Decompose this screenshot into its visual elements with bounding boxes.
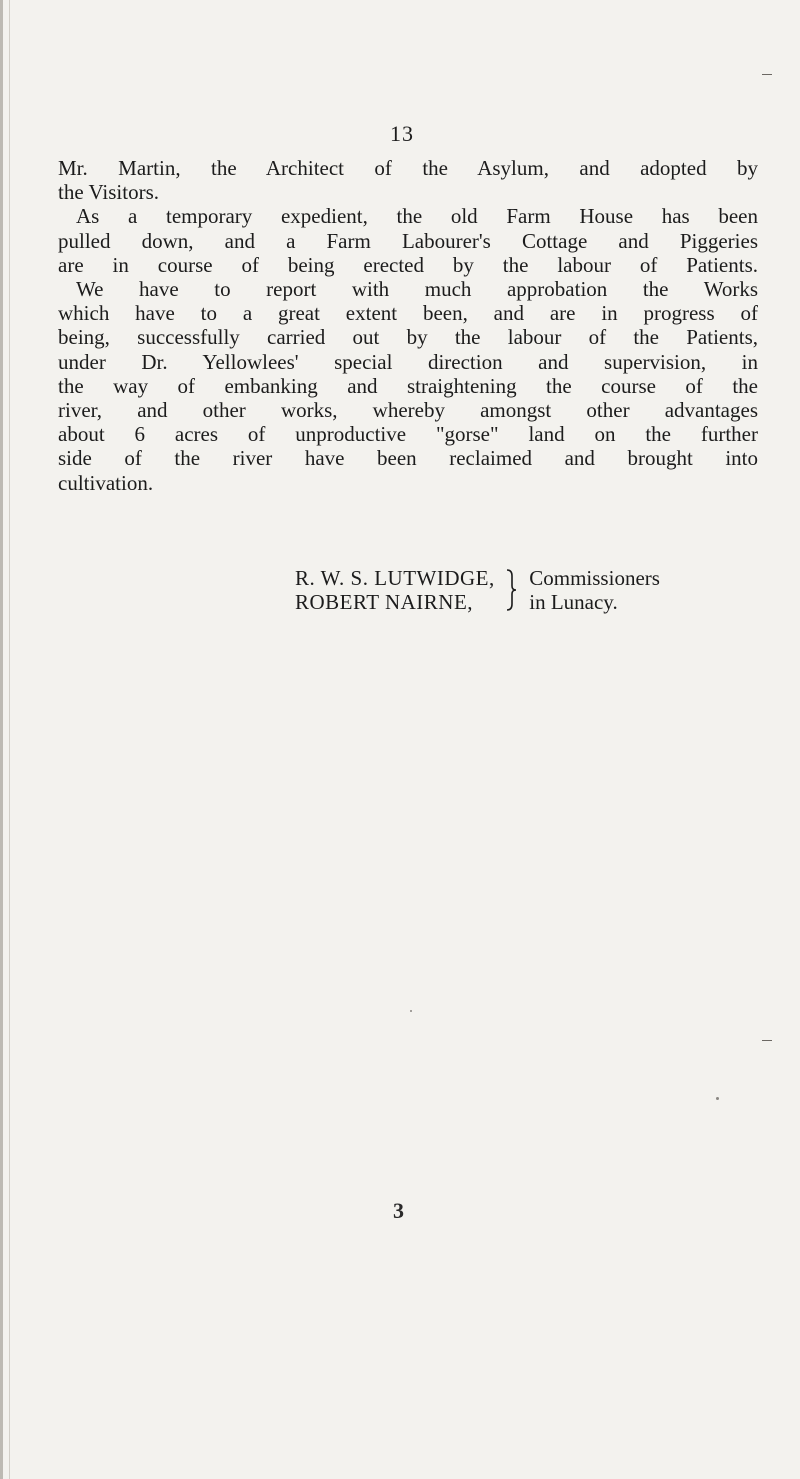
paragraph xyxy=(58,204,758,277)
text-line: cultivation. xyxy=(58,470,154,495)
text-line: We have to report with much approbation the Works xyxy=(76,277,758,302)
signatory-names xyxy=(295,566,495,614)
signatory-title-line: Commissioners xyxy=(529,566,660,590)
text-line: Mr. Martin, the Architect of the Asylum, and adopted by xyxy=(58,156,758,180)
brace-icon xyxy=(504,566,518,614)
signatory-title xyxy=(529,566,660,614)
text-line: being, successfully carried out by the labour of the Patients, xyxy=(58,325,758,350)
edge-mark xyxy=(762,1040,772,1041)
text-line: the way of embanking and straightening the course of the xyxy=(58,373,758,398)
text-line: the Visitors. xyxy=(58,180,160,205)
paper-speck xyxy=(716,1097,719,1100)
text-line: under Dr. Yellowlees' special direction and supervision, in xyxy=(58,349,758,374)
text-line: pulled down, and a Farm Labourer's Cottage and Piggeries xyxy=(58,228,758,253)
text-line: about 6 acres of unproductive "gorse" land on the further xyxy=(58,422,758,447)
paper-speck xyxy=(410,1010,412,1012)
signatory-name: R. W. S. LUTWIDGE, xyxy=(295,566,495,590)
body-text xyxy=(58,156,758,495)
signature-mark: 3 xyxy=(393,1198,404,1223)
text-line: As a temporary expedient, the old Farm House has been xyxy=(76,204,758,229)
page-edge xyxy=(0,0,3,1479)
text-line: which have to a great extent been, and are in progress of xyxy=(58,301,758,326)
page-edge-line xyxy=(9,0,10,1479)
signatory-title-line: in Lunacy. xyxy=(529,590,618,614)
text-line: side of the river have been reclaimed and brought into xyxy=(58,446,758,471)
signature-block xyxy=(295,566,660,614)
signatory-name: ROBERT NAIRNE, xyxy=(295,590,474,614)
text-line: river, and other works, whereby amongst other advantages xyxy=(58,398,758,423)
paragraph xyxy=(58,156,758,204)
page-number: 13 xyxy=(390,121,414,146)
text-line: are in course of being erected by the labour of Patients. xyxy=(58,252,758,277)
paragraph xyxy=(58,277,758,495)
edge-mark xyxy=(762,74,772,75)
